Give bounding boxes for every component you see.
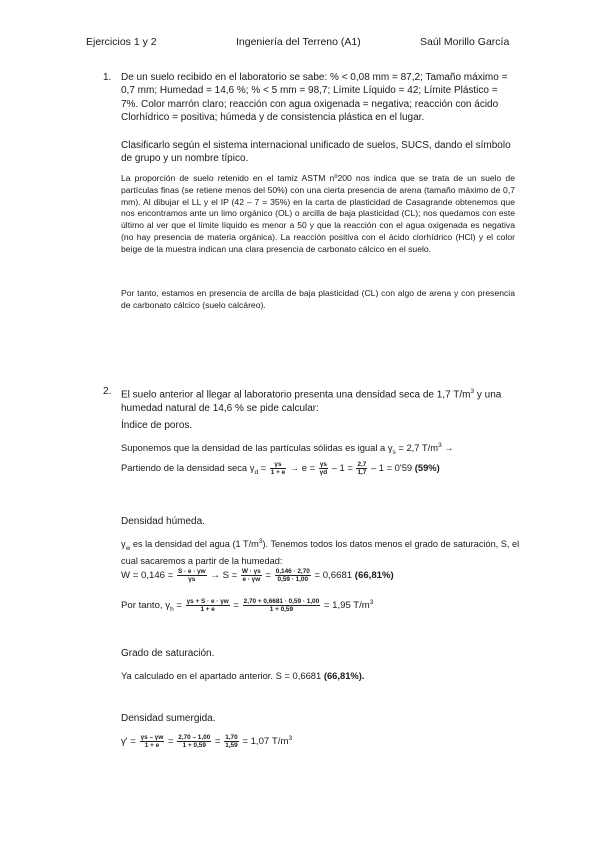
s2-equation-2: Por tanto, $\gamma_h$ = $\frac{\gamma s + S \cdot e \cdot \gamma w}{1 + e}$ = $\frac{2,70 + 0,6681 \cdot 0,59 \cdot 1,00}{1 + 0,59}$ = 1,95 $T/m^3$ [121, 598, 374, 613]
ex1-answer-2: Por tanto, estamos en presencia de arcilla de baja plasticidad (CL) con algo de arena y con presencia de carbonato cálcico (suelo calcáreo). [121, 288, 515, 310]
ex1-number: 1. [103, 72, 112, 83]
s2-title: Densidad húmeda. [121, 516, 205, 527]
ex2-statement: El suelo anterior al llegar al laboratorio presenta una densidad seca de 1,7 $T/m^3$ y una humedad natural de 14,6 % se pide calcular: [121, 388, 502, 414]
header-right: Saúl Morillo García [420, 36, 510, 48]
ex1-answer-1: La proporción de suelo retenido en el tamiz ASTM nº200 nos indica que se trata de un suelo de partículas finas (se retiene menos del 50%) con una cierta presencia de arena (tamaño máximo de 0,7 mm). Al dibujar el LL y el IP (42 – 7 = 35%) en la carta de plasticidad de Casagrande obtenemos que nos encontramos ante un limo orgánico (OL) o arcilla de baja plasticidad (CL); nos quedamos con este último al ver que el límite líquido es menor a 50 y que la reacción con el agua oxigenada es negativa (no hay presencia de materia orgánica). La reacción positiva con el ácido clorhídrico (HCl) y el color beige de la muestra indican una clara presencia de carbonato cálcico en el suelo. [121, 173, 515, 254]
s3-text: Ya calculado en el apartado anterior. S = 0,6681 (66,81%). [121, 670, 365, 681]
s4-title: Densidad sumergida. [121, 713, 216, 724]
s1-equation: Partiendo de la densidad seca $\gamma_d$ = $\frac{\gamma s}{1 + e}$ → e = $\frac{\gamma s}{\gamma d}$ – 1 = $\frac{2,7}{1,7}$ – 1 = 0'59 (59%) [121, 461, 440, 476]
s4-equation: γ' = $\frac{\gamma s - \gamma w}{1 + e}$ = $\frac{2,70 - 1,00}{1 + 0,59}$ = $\frac{1,70}{1,59}$ = 1,07 $T/m^3$ [121, 734, 293, 749]
ex1-statement: De un suelo recibido en el laboratorio se sabe: % < 0,08 mm = 87,2; Tamaño máximo = 0,7 mm; Humedad = 14,6 %; % < 5 mm = 98,7; Límite Líquido = 42; Límite Plástico = 7%. Color marrón claro; reacción con agua oxigenada = negativa; reacción con ácido Clorhídrico = positiva; húmeda y de consistencia plástica en el lugar. [121, 72, 508, 124]
s1-line1: Suponemos que la densidad de las partículas sólidas es igual a $\gamma_s = 2,7$ $T/m^3$ → [121, 442, 454, 456]
ex1-question: Clasificarlo según el sistema internacional unificado de suelos, SUCS, dando el símbolo de grupo y un nombre típico. [121, 140, 511, 165]
header-center: Ingeniería del Terreno (A1) [236, 36, 361, 48]
ex2-number: 2. [103, 386, 112, 397]
s1-title: Índice de poros. [121, 420, 193, 431]
s3-title: Grado de saturación. [121, 648, 215, 659]
s2-text: $\gamma_w$ es la densidad del agua (1 $T/m^3$). Tenemos todos los datos menos el grado de saturación, S, el cual sacaremos a partir de la humedad: [121, 538, 520, 566]
s2-equation-1: W = 0,146 = $\frac{S \cdot e \cdot \gamma w}{\gamma s}$ → S = $\frac{W \cdot \gamma s}{e \cdot \gamma w}$ = $\frac{0,146 \cdot 2,70}{0,59 \cdot 1,00}$ = 0,6681 (66,81%) [121, 568, 394, 583]
header-left: Ejercicios 1 y 2 [86, 36, 157, 48]
